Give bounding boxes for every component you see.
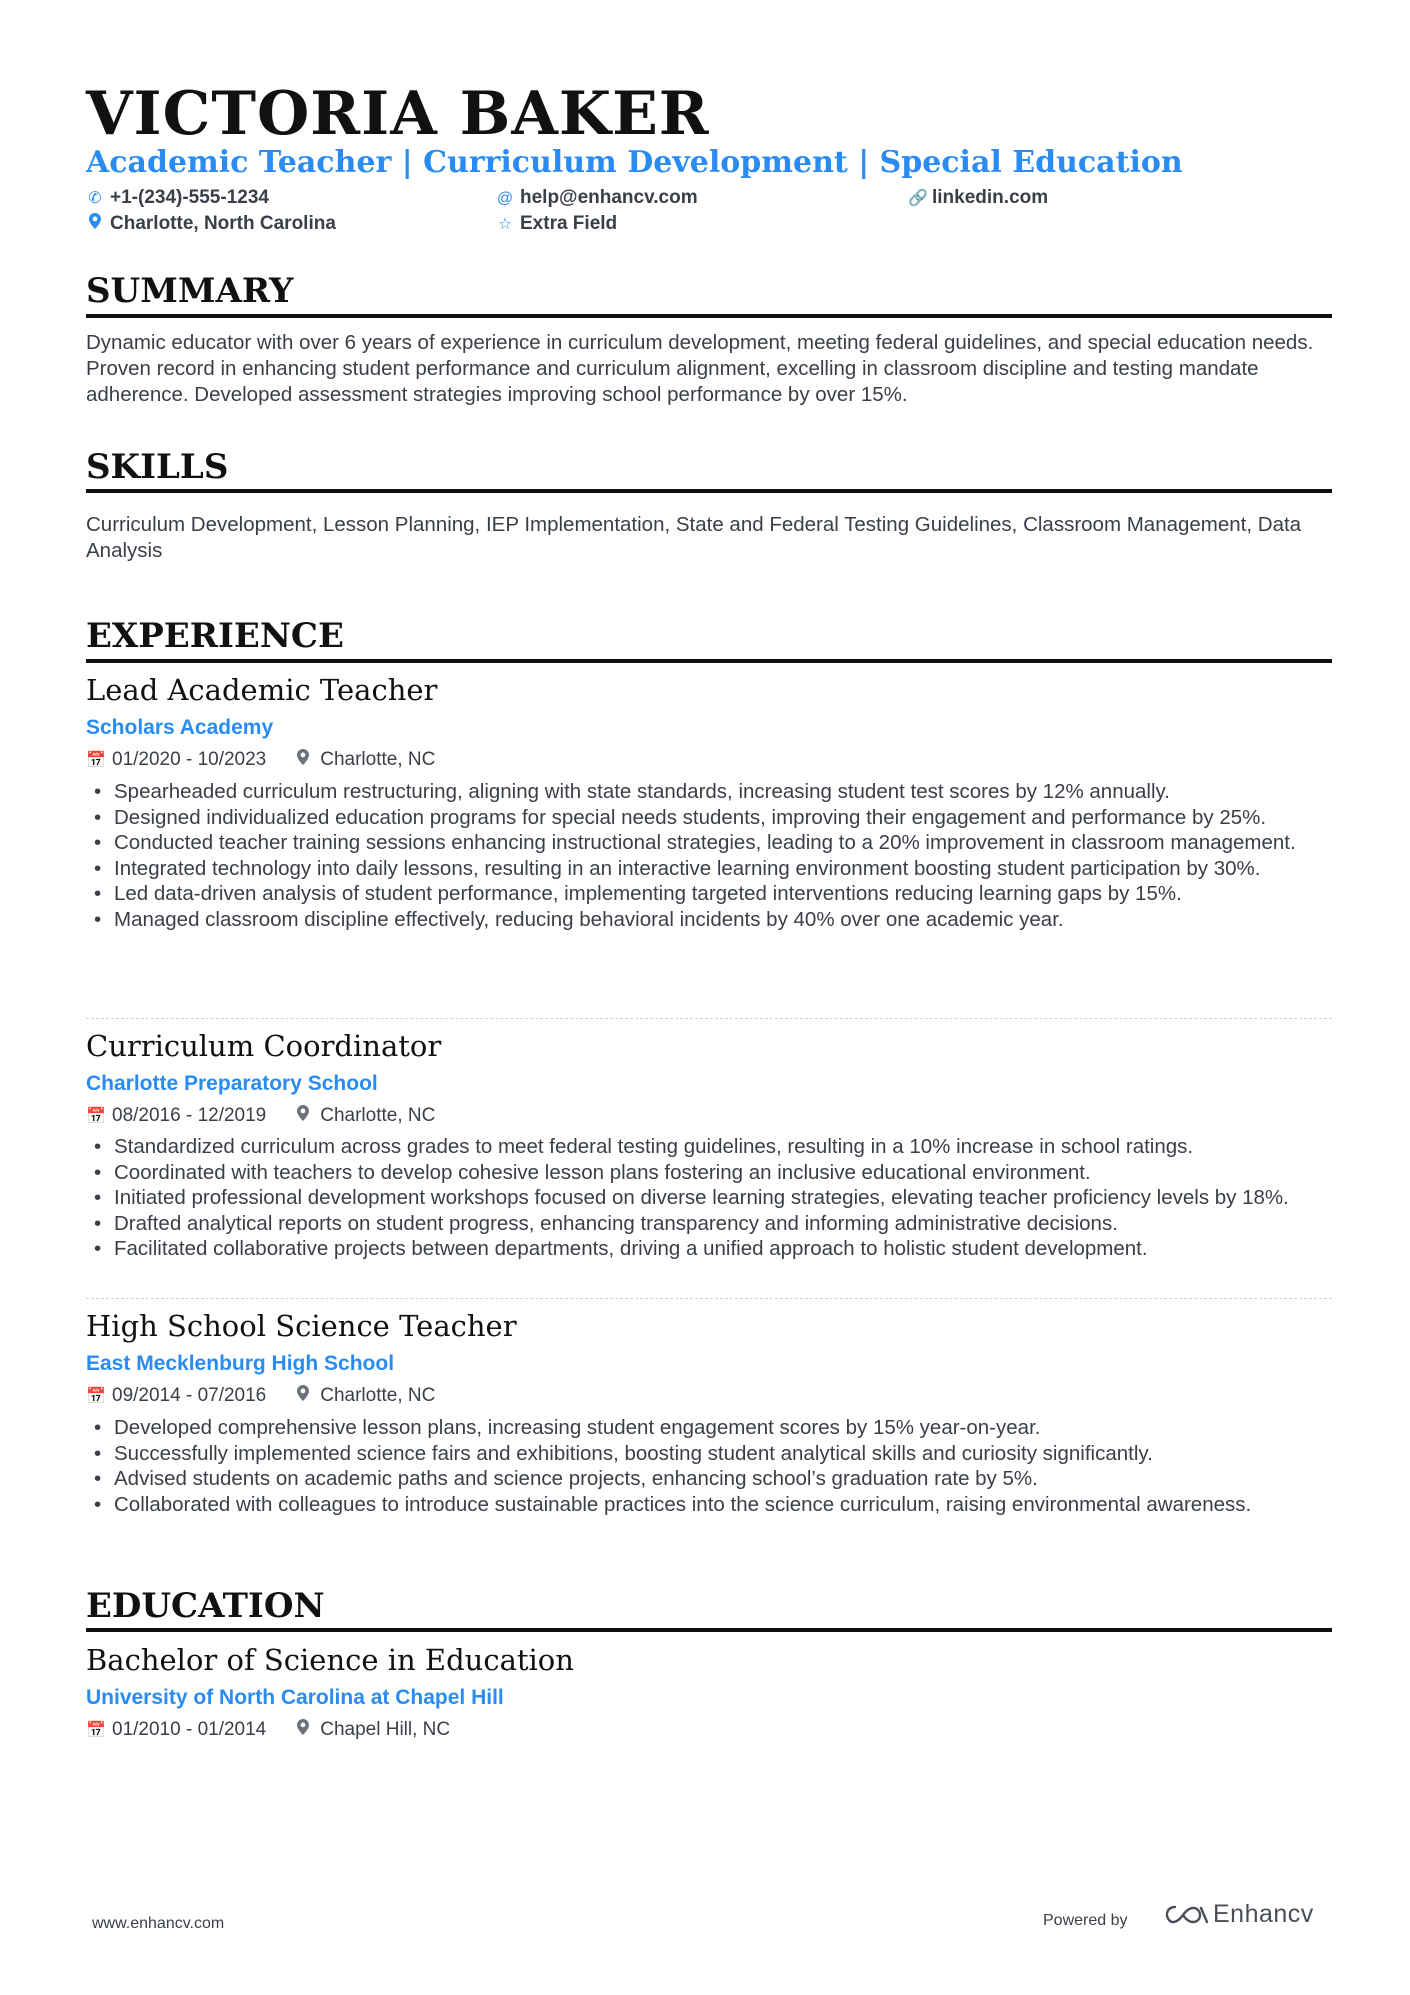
list-item: • Collaborated with colleagues to introduce sustainable practices into the science curriculum, raising environmental awareness.: [86, 1492, 1332, 1518]
footer-powered-by: Powered by: [1043, 1912, 1128, 1929]
list-item: • Integrated technology into daily lessons, resulting in an interactive learning environment boosting student participation by 30%.: [86, 856, 1332, 882]
job-company: Scholars Academy: [86, 716, 274, 739]
list-item: • Initiated professional development workshops focused on diverse learning strategies, elevating teacher proficiency levels by 18%.: [86, 1185, 1332, 1211]
job-title: Curriculum Coordinator: [86, 1029, 442, 1063]
calendar-icon: 📅: [86, 1722, 106, 1739]
job-title: Lead Academic Teacher: [86, 673, 438, 707]
education-meta: [86, 1718, 450, 1743]
contact-extra: [496, 212, 617, 237]
education-divider: [86, 1628, 1332, 1632]
location-pin-icon: [294, 1105, 312, 1129]
contact-linkedin[interactable]: [908, 186, 1048, 211]
location-pin-icon: [294, 1385, 312, 1409]
star-icon: ☆: [497, 216, 513, 233]
skills-text: Curriculum Development, Lesson Planning, IEP Implementation, State and Federal Testing Guidelines, Classroom Management, Data Analysis: [86, 513, 1302, 562]
list-item: • Developed comprehensive lesson plans, increasing student engagement scores by 15% year-on-year.: [86, 1415, 1332, 1441]
job-bullets: [86, 779, 1332, 932]
enhancv-logo-icon: [1163, 1903, 1209, 1927]
list-item: • Facilitated collaborative projects between departments, driving a unified approach to holistic student development.: [86, 1236, 1332, 1262]
skills-divider: [86, 489, 1332, 493]
linkedin-text[interactable]: linkedin.com: [932, 187, 1049, 208]
list-item: • Led data-driven analysis of student performance, implementing targeted interventions reducing learning gaps by 15%.: [86, 881, 1332, 907]
contact-phone: [86, 186, 269, 211]
candidate-tagline: Academic Teacher | Curriculum Development | Special Education: [86, 145, 1183, 180]
job-bullets: [86, 1134, 1332, 1262]
at-icon: @: [496, 190, 514, 207]
email-text[interactable]: help@enhancv.com: [520, 187, 698, 208]
link-icon: 🔗: [908, 190, 928, 207]
summary-heading: SUMMARY: [86, 271, 294, 311]
calendar-icon: 📅: [86, 1388, 106, 1405]
job-bullets: [86, 1415, 1332, 1517]
extra-text: Extra Field: [520, 213, 618, 234]
job-dates: 01/2020 - 10/2023: [112, 749, 267, 770]
job-dates: 08/2016 - 12/2019: [112, 1105, 267, 1126]
candidate-name: VICTORIA BAKER: [86, 79, 710, 149]
contact-email[interactable]: [496, 186, 698, 211]
list-item: • Designed individualized education programs for special needs students, improving their engagement and performance by 25%.: [86, 805, 1332, 831]
calendar-icon: 📅: [86, 1108, 106, 1125]
location-pin-icon: [294, 749, 312, 773]
list-item: • Successfully implemented science fairs and exhibitions, boosting student analytical skills and curiosity significantly.: [86, 1441, 1332, 1467]
list-item: • Standardized curriculum across grades to meet federal testing guidelines, resulting in a 10% increase in school ratings.: [86, 1134, 1332, 1160]
summary-text: Dynamic educator with over 6 years of experience in curriculum development, meeting federal guidelines, and special education needs. Proven record in enhancing student performance and curriculum alignment, excelling in classroom discipline and testing mandate adherence. Developed assessment strategies improving school performance by over 15%.: [86, 331, 1314, 406]
experience-divider: [86, 659, 1332, 663]
location-pin-icon: [86, 213, 104, 237]
education-location: Chapel Hill, NC: [320, 1719, 451, 1740]
experience-heading: EXPERIENCE: [86, 616, 344, 656]
job-title: High School Science Teacher: [86, 1309, 517, 1343]
job-company: Charlotte Preparatory School: [86, 1072, 378, 1095]
skills-heading: SKILLS: [86, 447, 229, 487]
calendar-icon: 📅: [86, 752, 106, 769]
list-item: • Advised students on academic paths and science projects, enhancing school’s graduation rate by 5%.: [86, 1466, 1332, 1492]
job-separator: [86, 1018, 1332, 1019]
phone-text: +1-(234)-555-1234: [110, 187, 269, 208]
education-dates: 01/2010 - 01/2014: [112, 1719, 267, 1740]
list-item: • Drafted analytical reports on student progress, enhancing transparency and informing administrative decisions.: [86, 1211, 1332, 1237]
school-name: University of North Carolina at Chapel Hill: [86, 1686, 504, 1709]
degree-title: Bachelor of Science in Education: [86, 1643, 574, 1677]
contact-location: [86, 212, 336, 237]
list-item: • Conducted teacher training sessions enhancing instructional strategies, leading to a 20% improvement in classroom management.: [86, 830, 1332, 856]
footer-website[interactable]: www.enhancv.com: [92, 1915, 225, 1932]
job-location: Charlotte, NC: [320, 1385, 436, 1406]
job-separator: [86, 1298, 1332, 1299]
phone-icon: ✆: [88, 190, 102, 207]
job-meta: [86, 748, 435, 773]
brand-name: Enhancv: [1213, 1900, 1314, 1928]
education-heading: EDUCATION: [86, 1586, 325, 1626]
list-item: • Coordinated with teachers to develop cohesive lesson plans fostering an inclusive educational environment.: [86, 1160, 1332, 1186]
enhancv-logo[interactable]: [1163, 1900, 1314, 1936]
job-company: East Mecklenburg High School: [86, 1352, 395, 1375]
location-text: Charlotte, North Carolina: [110, 213, 336, 234]
job-meta: [86, 1104, 435, 1129]
location-pin-icon: [294, 1719, 312, 1743]
list-item: • Spearheaded curriculum restructuring, aligning with state standards, increasing student test scores by 12% annually.: [86, 779, 1332, 805]
list-item: • Managed classroom discipline effectively, reducing behavioral incidents by 40% over one academic year.: [86, 907, 1332, 933]
job-location: Charlotte, NC: [320, 1105, 436, 1126]
job-dates: 09/2014 - 07/2016: [112, 1385, 267, 1406]
summary-divider: [86, 314, 1332, 318]
job-meta: [86, 1384, 435, 1409]
job-location: Charlotte, NC: [320, 749, 436, 770]
